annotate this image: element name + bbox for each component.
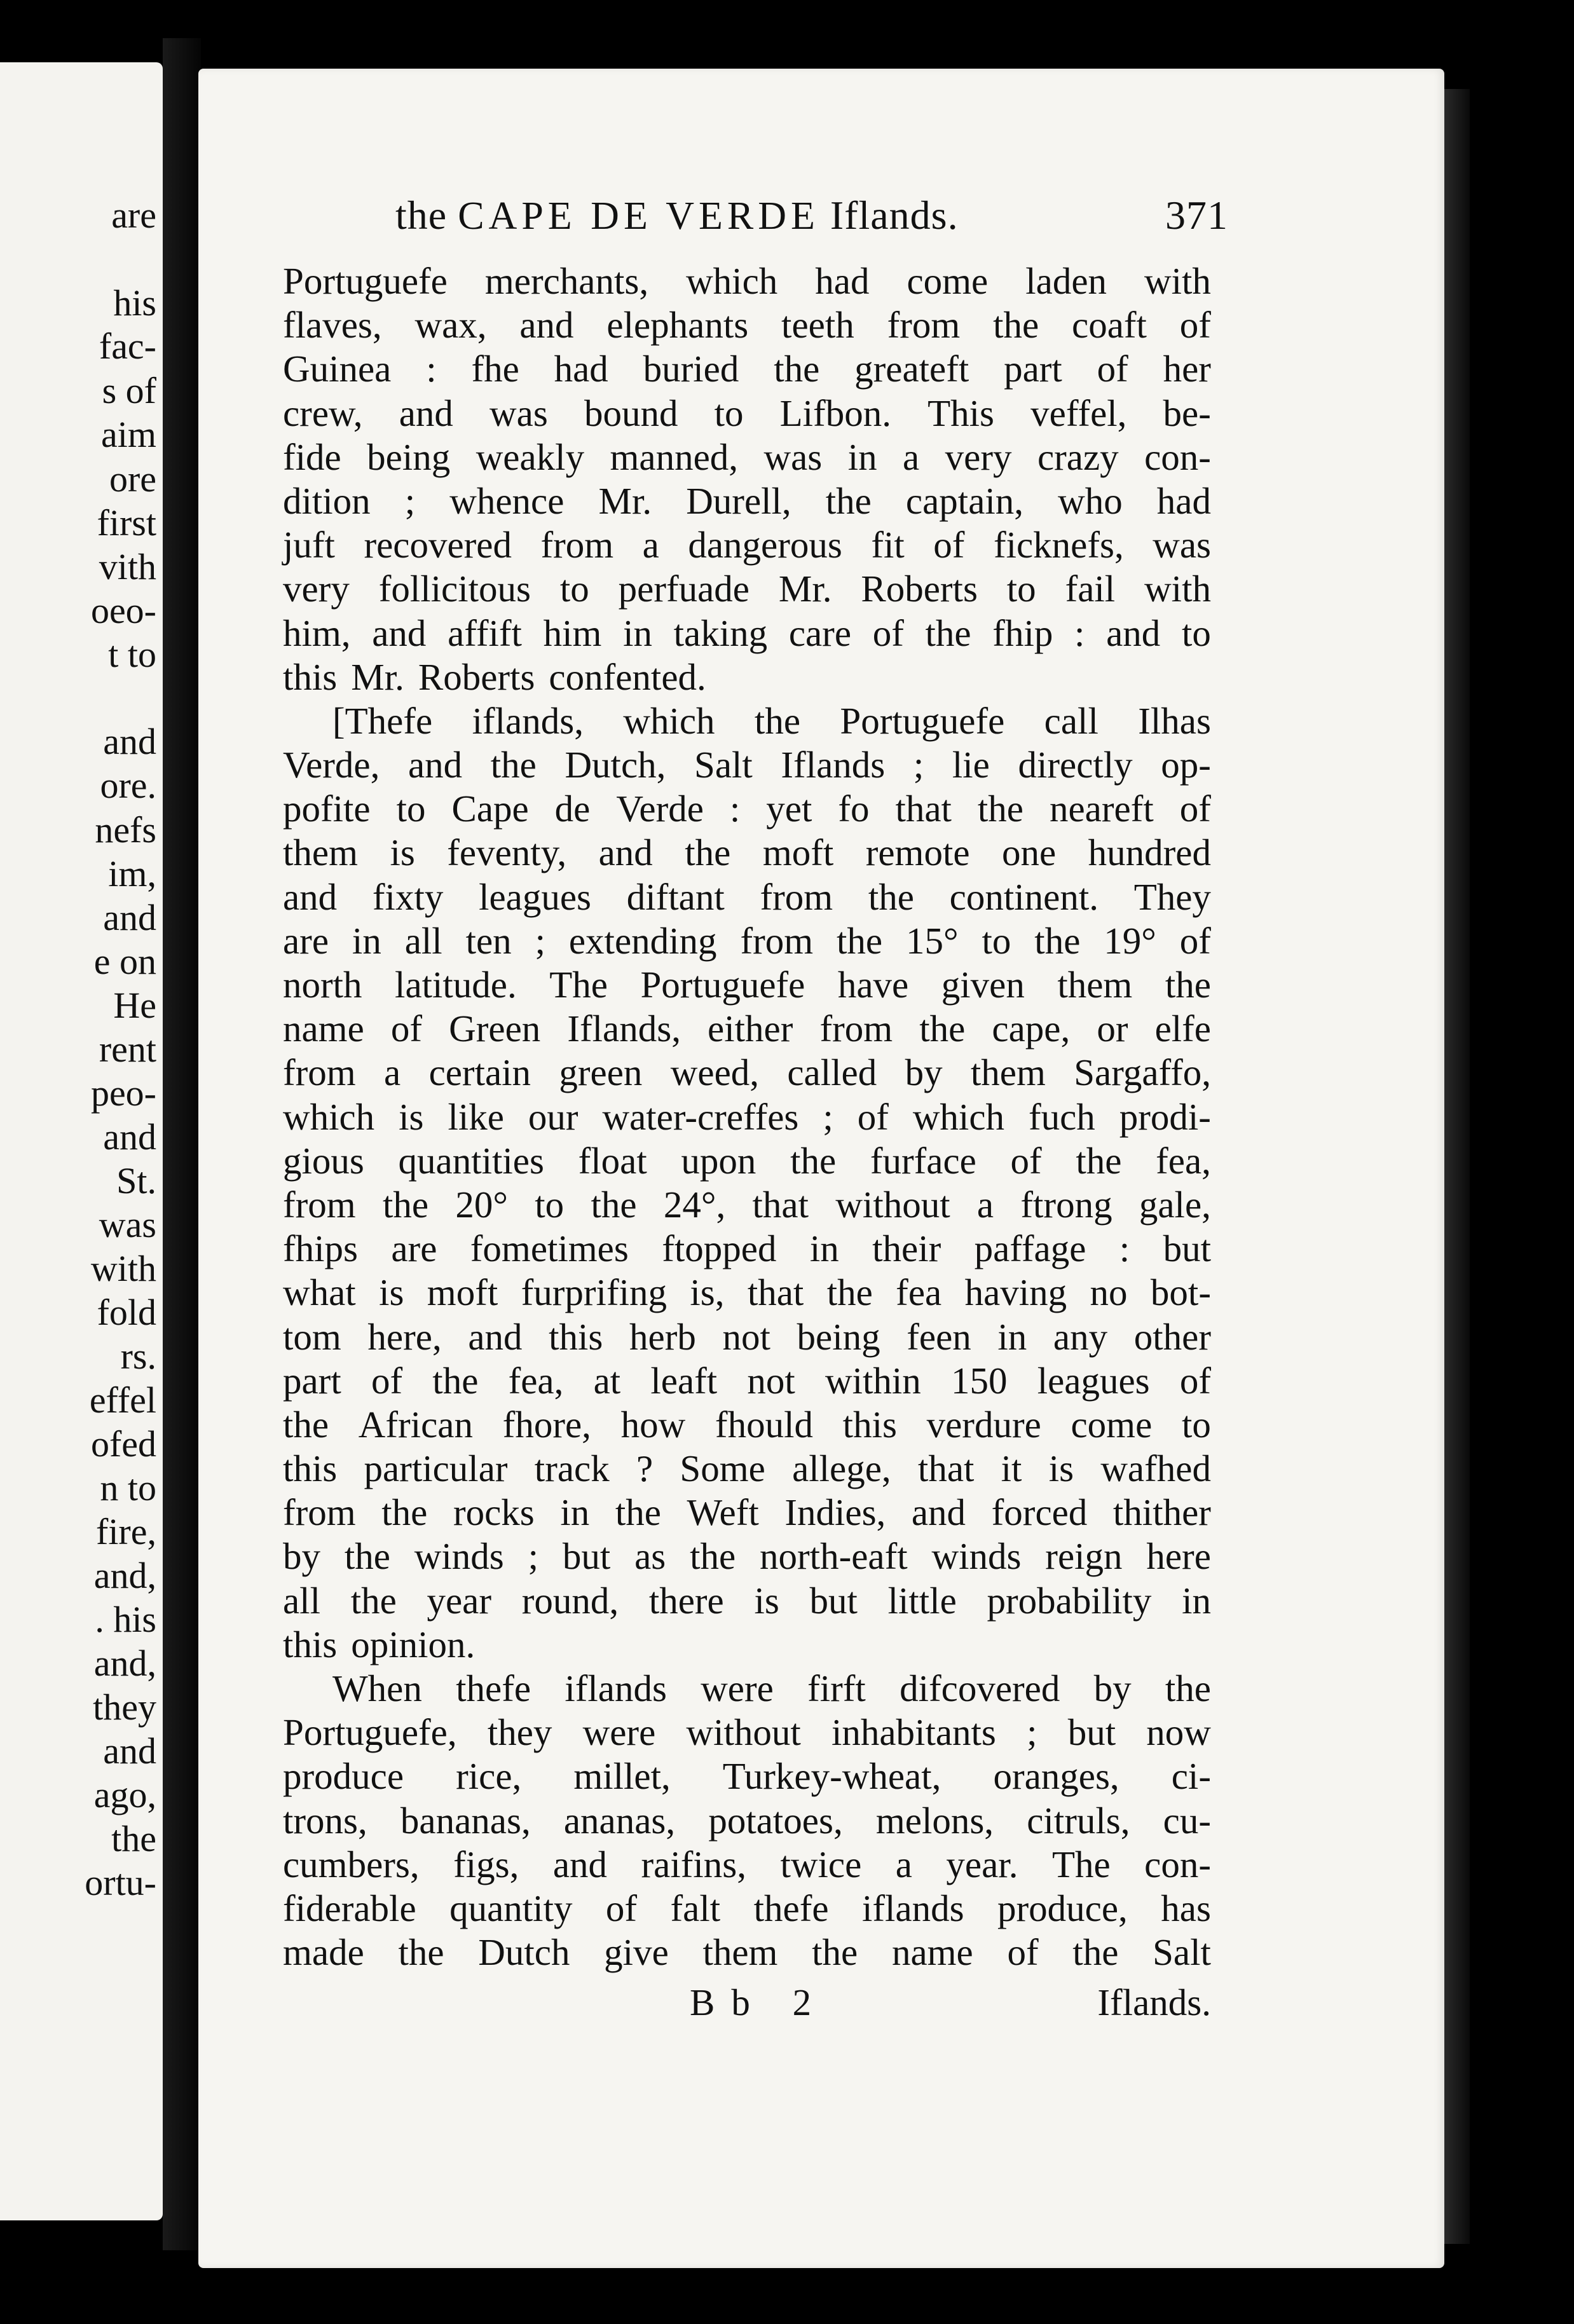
signature-mark: Bb 2 <box>690 1981 828 2023</box>
left-page-fragment: the <box>111 1818 156 1859</box>
left-page-fragment: . his <box>95 1599 156 1640</box>
left-page-fragment: ore <box>109 458 156 500</box>
left-page-fragment: first <box>97 502 156 543</box>
text-line: cumbers, figs, and raifins, twice a year. The con- <box>283 1843 1211 1885</box>
left-page-fragment: rent <box>99 1029 156 1070</box>
left-page-fragment: fold <box>97 1292 156 1333</box>
left-page-fragment: and, <box>93 1643 156 1684</box>
running-head-suffix: Iflands. <box>830 193 959 238</box>
left-page-text-fragments <box>0 62 160 2220</box>
left-page-fragment: effel <box>89 1379 156 1421</box>
left-page-fragment: ago, <box>93 1774 156 1815</box>
left-page-fragment: ore. <box>100 765 156 806</box>
left-page-fragment: and <box>103 1116 156 1158</box>
left-page-fragment: are <box>111 195 156 236</box>
left-page-fragment: and <box>103 721 156 762</box>
left-page-fragment: oeo- <box>90 590 156 631</box>
text-line: dition ; whence Mr. Durell, the captain, who had <box>283 479 1211 522</box>
left-facing-page <box>0 62 163 2220</box>
left-page-fragment: his <box>113 282 156 324</box>
left-page-fragment: ofed <box>90 1423 156 1465</box>
text-line: Guinea : fhe had buried the greateft part of her <box>283 348 1211 390</box>
text-line: from a certain green weed, called by them Sargaffo, <box>283 1051 1211 1094</box>
left-page-fragment: im, <box>108 853 156 894</box>
left-page-fragment: peo- <box>90 1072 156 1114</box>
left-page-fragment: s of <box>102 370 156 411</box>
text-line: Portuguefe, they were without inhabitants ; but now <box>283 1711 1211 1754</box>
left-page-fragment: and <box>103 1730 156 1772</box>
text-line: When thefe iflands were firft difcovered by the <box>332 1667 1211 1709</box>
text-line: trons, bananas, ananas, potatoes, melons, citruls, cu- <box>283 1799 1211 1842</box>
text-line: produce rice, millet, Turkey-wheat, oranges, ci- <box>283 1755 1211 1798</box>
text-line: pofite to Cape de Verde : yet fo that the neareft of <box>283 788 1211 830</box>
text-line: flaves, wax, and elephants teeth from the coaft of <box>283 304 1211 346</box>
text-line: them is feventy, and the moft remote one hundred <box>283 831 1211 874</box>
left-page-fragment: e on <box>93 941 156 982</box>
text-line: north latitude. The Portuguefe have given them the <box>283 964 1211 1006</box>
running-head <box>198 192 1228 243</box>
left-page-fragment: n to <box>100 1467 156 1508</box>
page-edge-shadow <box>1444 89 1470 2244</box>
text-line: fiderable quantity of falt thefe iflands produce, has <box>283 1887 1211 1929</box>
text-line: gious quantities float upon the furface of the fea, <box>283 1139 1211 1182</box>
running-head-caps: CAPE DE VERDE <box>458 195 819 238</box>
left-page-fragment: St. <box>116 1160 156 1201</box>
text-line: all the year round, there is but little probability in <box>283 1579 1211 1622</box>
text-line: which is like our water-creffes ; of which fuch prodi- <box>283 1095 1211 1138</box>
text-line: crew, and was bound to Lifbon. This veffel, be- <box>283 392 1211 434</box>
text-line: this Mr. Roberts confented. <box>283 655 706 698</box>
text-line: are in all ten ; extending from the 15° to the 19° of <box>283 919 1211 962</box>
text-line: from the 20° to the 24°, that without a ftrong gale, <box>283 1183 1211 1226</box>
text-line: [Thefe iflands, which the Portuguefe call Ilhas <box>332 699 1211 742</box>
page-footer <box>283 1980 1211 2025</box>
text-line: what is moft furprifing is, that the fea having no bot- <box>283 1271 1211 1314</box>
catchword: Iflands. <box>1097 1981 1211 2023</box>
left-page-fragment: they <box>93 1686 156 1728</box>
left-page-fragment: fac- <box>99 325 156 367</box>
text-line: tom here, and this herb not being feen in any other <box>283 1315 1211 1358</box>
text-line: name of Green Iflands, either from the cape, or elfe <box>283 1008 1211 1050</box>
text-line: this particular track ? Some allege, that it is wafhed <box>283 1447 1211 1490</box>
left-page-fragment: ortu- <box>85 1862 156 1903</box>
text-line: the African fhore, how fhould this verdure come to <box>283 1403 1211 1446</box>
text-line: Verde, and the Dutch, Salt Iflands ; lie directly op- <box>283 744 1211 786</box>
text-line: from the rocks in the Weft Indies, and forced thither <box>283 1491 1211 1534</box>
text-line: juft recovered from a dangerous fit of ficknefs, was <box>283 524 1211 566</box>
gutter-shadow <box>163 38 201 2250</box>
text-line: him, and affift him in taking care of the fhip : and to <box>283 612 1211 654</box>
running-head-prefix: the <box>395 193 448 238</box>
left-page-fragment: with <box>90 1248 156 1289</box>
left-page-fragment: aim <box>101 414 156 455</box>
left-page-fragment: vith <box>99 546 156 587</box>
text-line: Portuguefe merchants, which had come laden with <box>283 260 1211 302</box>
left-page-fragment: and <box>103 897 156 938</box>
text-line: by the winds ; but as the north-eaft winds reign here <box>283 1535 1211 1578</box>
page-number: 371 <box>1165 193 1228 238</box>
text-line: fide being weakly manned, was in a very crazy con- <box>283 435 1211 478</box>
left-page-fragment: He <box>113 985 156 1026</box>
left-page-fragment: fire, <box>96 1511 156 1552</box>
text-line: very follicitous to perfuade Mr. Roberts to fail with <box>283 568 1211 610</box>
left-page-fragment: was <box>99 1204 156 1245</box>
body-text <box>283 259 1211 1974</box>
left-page-fragment: t to <box>108 634 156 675</box>
text-line: fhips are fometimes ftopped in their paffage : but <box>283 1227 1211 1270</box>
text-line: this opinion. <box>283 1623 476 1665</box>
text-line: and fixty leagues diftant from the continent. They <box>283 875 1211 918</box>
left-page-fragment: nefs <box>95 809 156 851</box>
left-page-fragment: rs. <box>120 1336 156 1377</box>
text-line: part of the fea, at leaft not within 150 leagues of <box>283 1359 1211 1402</box>
left-page-fragment: and, <box>93 1555 156 1596</box>
running-head-title <box>395 192 959 239</box>
text-line: made the Dutch give them the name of the Salt <box>283 1931 1211 1974</box>
